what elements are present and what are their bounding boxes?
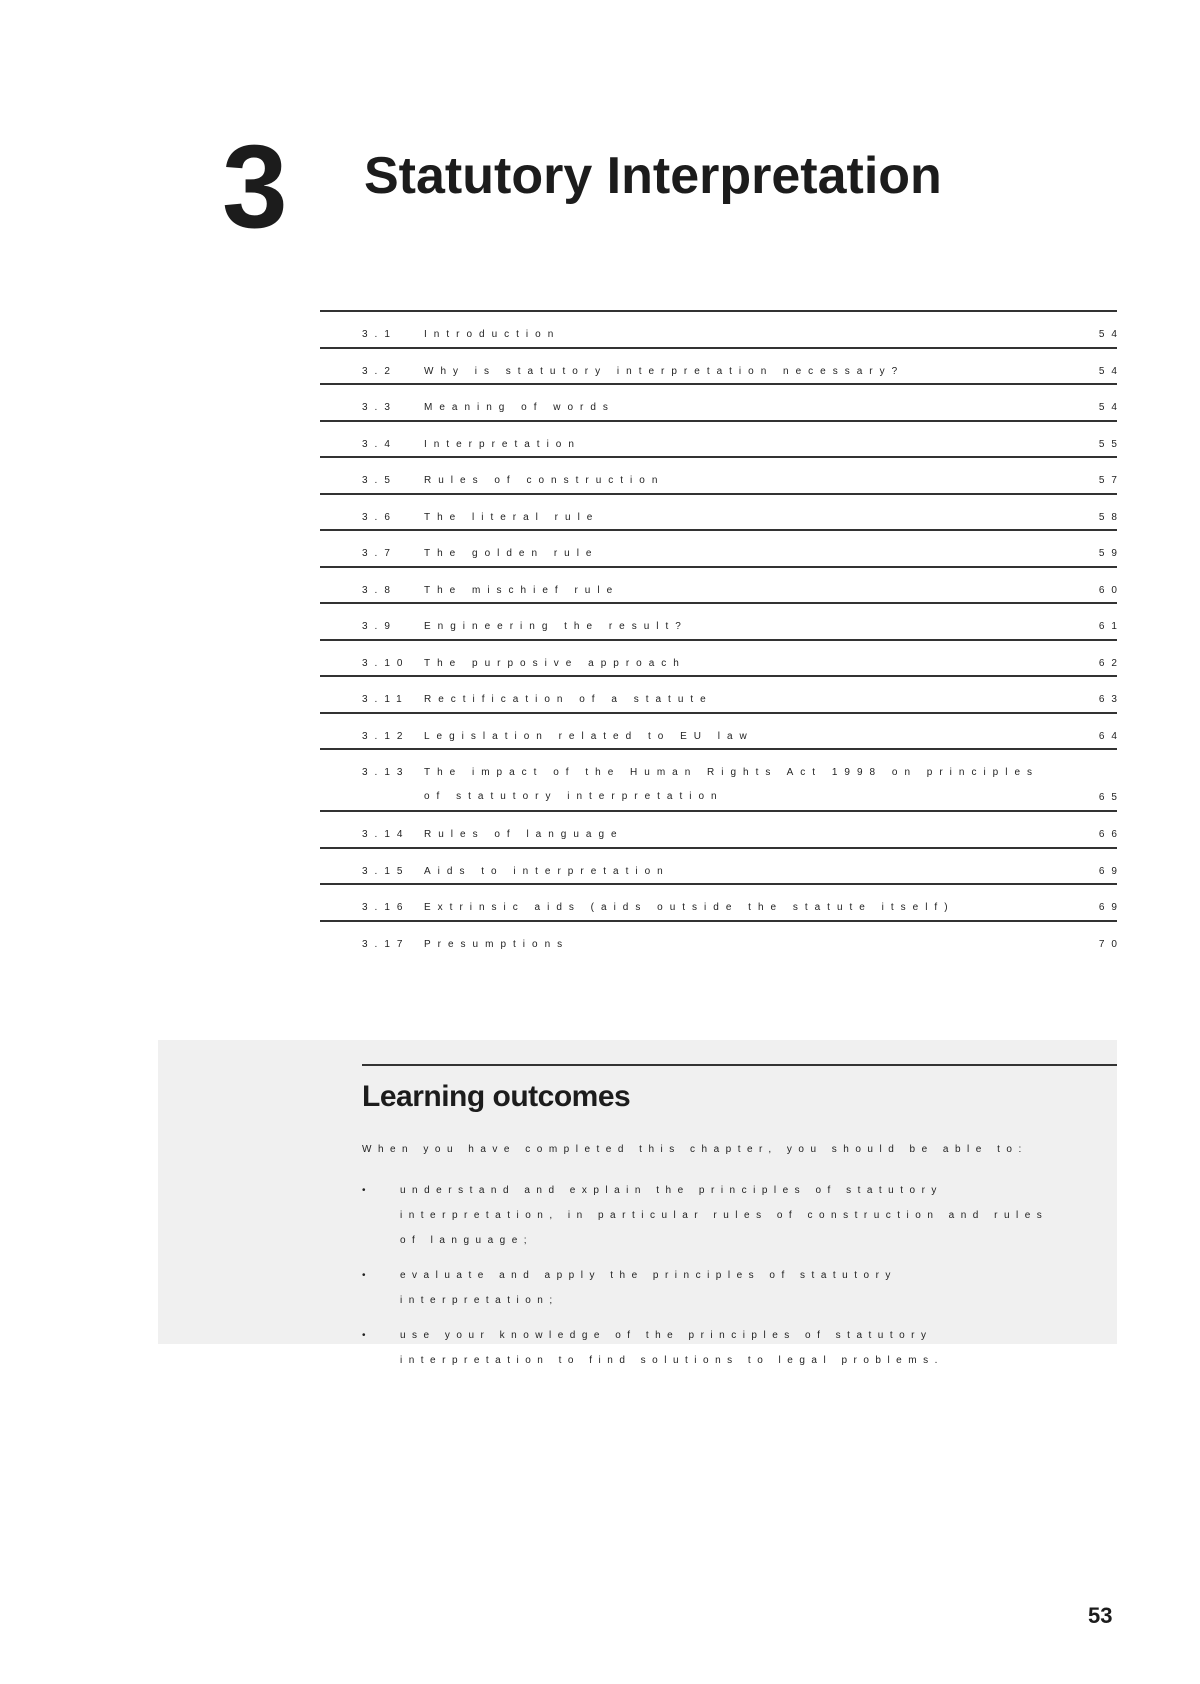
toc-section-title: Interpretation	[424, 438, 581, 450]
outcome-text: evaluate and apply the principles of statutory interpretation;	[400, 1270, 897, 1306]
list-item	[362, 1323, 1062, 1373]
toc-section-title: The golden rule	[424, 548, 599, 559]
outcome-text: use your knowledge of the principles of statutory interpretation to find solutions to legal problems.	[400, 1330, 944, 1366]
toc-row	[320, 312, 1124, 349]
toc-page-number: 57	[1098, 475, 1124, 486]
toc-page-number: 66	[1098, 829, 1124, 840]
list-item	[362, 1178, 1062, 1253]
toc-section-title: Why is statutory interpretation necessary?	[424, 365, 905, 377]
toc-section-number: 3.12	[362, 730, 410, 742]
toc-section-title: Legislation related to EU law	[424, 730, 754, 742]
toc-section-number: 3.1	[362, 329, 397, 340]
toc-row	[320, 604, 1124, 641]
toc-page-number: 55	[1098, 438, 1124, 450]
toc-section-number: 3.10	[362, 657, 410, 669]
toc-section-number: 3.15	[362, 865, 410, 877]
toc-row	[320, 750, 1124, 812]
toc-page-number: 69	[1098, 865, 1124, 877]
toc-section-number: 3.4	[362, 438, 397, 450]
bullet-icon: •	[362, 1330, 373, 1341]
toc-section-number: 3.6	[362, 511, 397, 523]
toc-section-title: Presumptions	[424, 938, 570, 950]
toc-page-number: 64	[1098, 730, 1124, 742]
toc-section-title: Meaning of words	[424, 402, 615, 413]
toc-row	[320, 714, 1124, 751]
toc-row	[320, 531, 1124, 568]
toc-section-number: 3.9	[362, 621, 397, 632]
toc-row	[320, 349, 1124, 386]
toc-section-number: 3.7	[362, 548, 397, 559]
toc-page-number: 62	[1098, 657, 1124, 669]
learning-outcomes-intro: When you have completed this chapter, you should be able to:	[362, 1144, 1028, 1155]
toc-section-number: 3.16	[362, 902, 410, 913]
learning-outcomes-list	[362, 1178, 1062, 1383]
toc-section-title: Rules of construction	[424, 475, 665, 486]
learning-outcomes-panel	[158, 1040, 1117, 1366]
toc-section-title: Rectification of a statute	[424, 694, 713, 705]
table-of-contents	[320, 310, 1124, 956]
chapter-title: Statutory Interpretation	[364, 147, 942, 205]
toc-row	[320, 677, 1124, 714]
toc-row	[320, 849, 1124, 886]
toc-row	[320, 812, 1124, 849]
toc-page-number: 58	[1098, 511, 1124, 523]
chapter-number: 3	[222, 121, 284, 253]
toc-section-title: Aids to interpretation	[424, 865, 670, 877]
toc-page-number: 63	[1098, 694, 1124, 705]
toc-section-title: Introduction	[424, 329, 561, 340]
toc-section-number: 3.11	[362, 694, 409, 705]
toc-row	[320, 495, 1124, 532]
toc-section-title: The literal rule	[424, 511, 600, 523]
toc-section-number: 3.8	[362, 584, 397, 596]
toc-row	[320, 385, 1124, 422]
list-item	[362, 1263, 1062, 1313]
toc-page-number: 69	[1098, 902, 1124, 913]
toc-row	[320, 422, 1124, 459]
toc-page-number: 60	[1098, 584, 1124, 596]
toc-section-number: 3.3	[362, 402, 397, 413]
toc-section-number: 3.5	[362, 475, 397, 486]
toc-page-number: 54	[1098, 329, 1124, 340]
outcome-text: understand and explain the principles of statutory interpretation, in particular rules of construction and rules of language;	[400, 1185, 1049, 1246]
toc-section-title: The mischief rule	[424, 584, 620, 596]
toc-page-number: 61	[1098, 621, 1124, 632]
page-number: 53	[1088, 1603, 1113, 1628]
toc-section-title: Extrinsic aids (aids outside the statute itself)	[424, 902, 955, 913]
toc-page-number: 65	[1098, 792, 1124, 803]
toc-row	[320, 922, 1124, 957]
toc-section-title: The purposive approach	[424, 657, 686, 669]
toc-row	[320, 568, 1124, 605]
bullet-icon: •	[362, 1270, 373, 1281]
toc-section-title: Rules of language	[424, 829, 624, 840]
toc-row	[320, 458, 1124, 495]
learning-outcomes-heading: Learning outcomes	[362, 1080, 631, 1113]
bullet-icon: •	[362, 1185, 373, 1196]
toc-row	[320, 641, 1124, 678]
divider	[362, 1064, 1117, 1066]
toc-page-number: 54	[1098, 402, 1124, 413]
toc-page-number: 59	[1098, 548, 1124, 559]
toc-section-number: 3.13	[362, 767, 410, 778]
toc-section-number: 3.2	[362, 365, 397, 377]
toc-page-number: 70	[1098, 938, 1124, 950]
toc-section-title: Engineering the result?	[424, 621, 688, 632]
toc-section-number: 3.14	[362, 829, 410, 840]
toc-section-number: 3.17	[362, 938, 410, 950]
toc-section-title: The impact of the Human Rights Act 1998 on principles of statutory interpretation	[424, 767, 1040, 802]
toc-row	[320, 885, 1124, 922]
toc-page-number: 54	[1098, 365, 1124, 377]
